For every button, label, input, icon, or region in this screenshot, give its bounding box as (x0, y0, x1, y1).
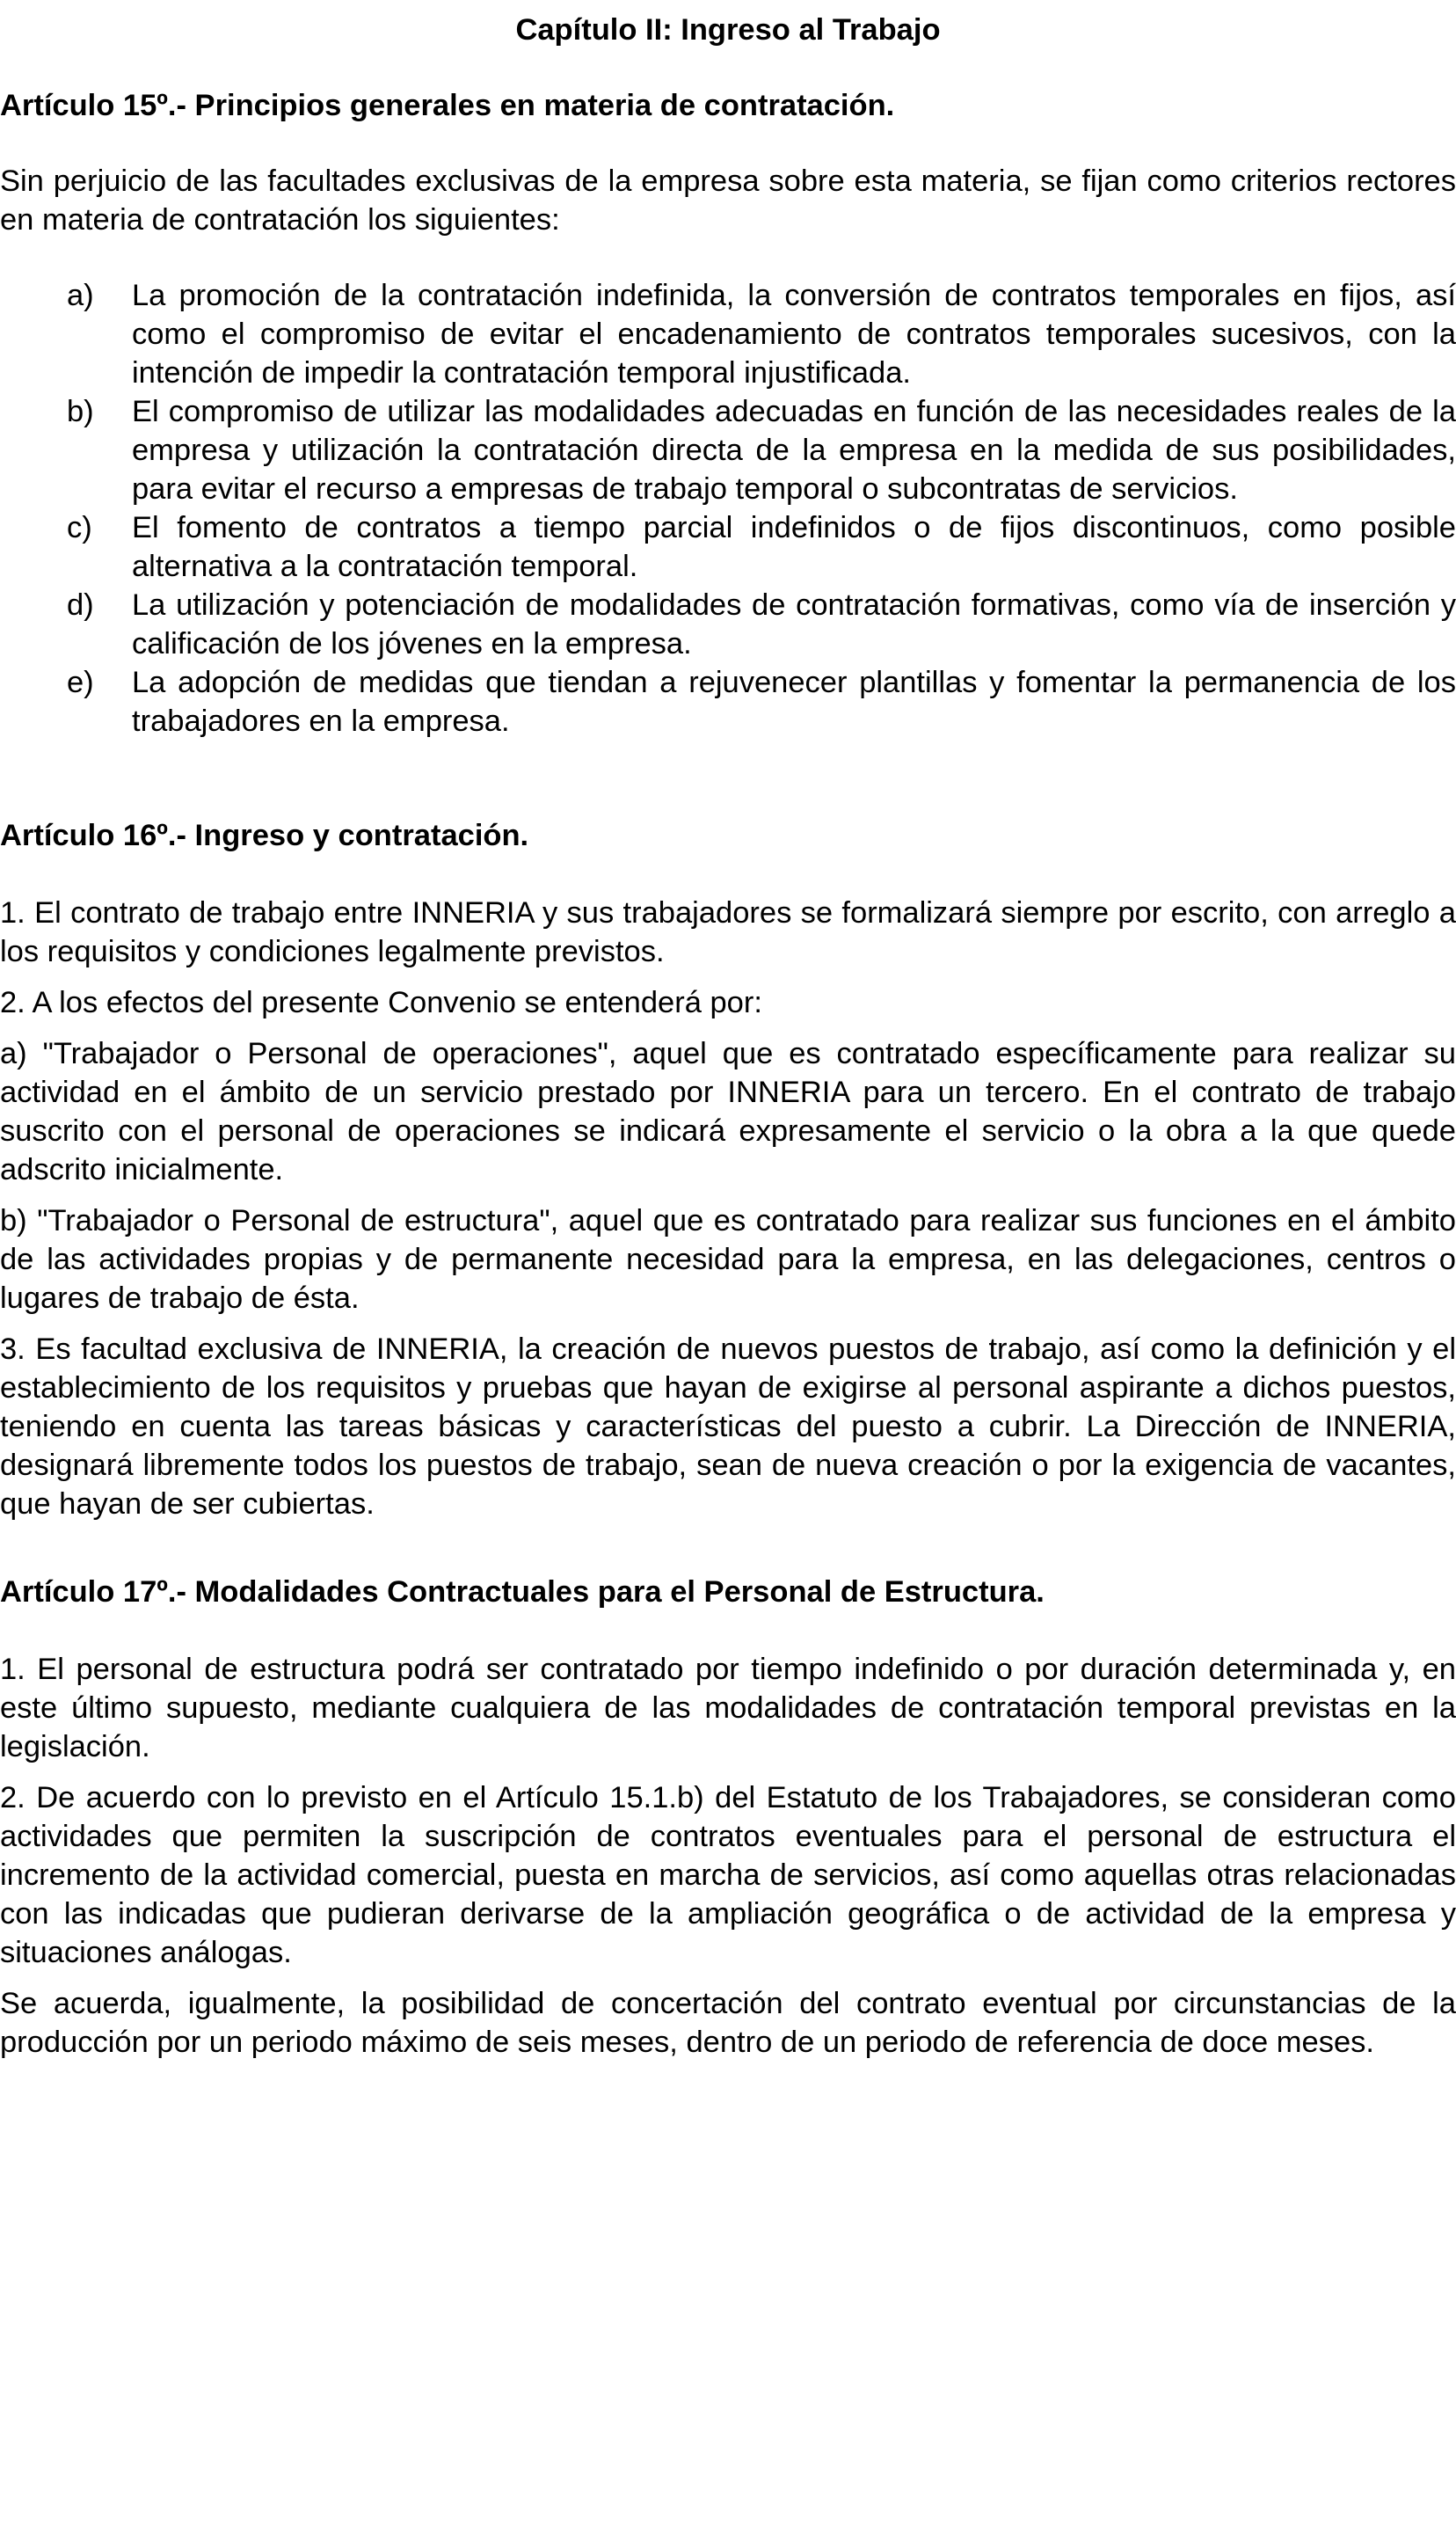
criteria-item-a (0, 276, 1456, 392)
criteria-item-d (0, 586, 1456, 663)
article-16-paragraph-b: b) "Trabajador o Personal de estructura", aquel que es contratado para realizar sus funciones en el ámbito de las actividades propias y de permanente necesidad para la empresa, en las delegaciones, centros o lugares de trabajo de ésta. (0, 1204, 1456, 1315)
article-16-paragraph-3: 3. Es facultad exclusiva de INNERIA, la creación de nuevos puestos de trabajo, así como la definición y el establecimiento de los requisitos y pruebas que hayan de exigirse al personal aspirante a dichos puestos, teniendo en cuenta las tareas básicas y características del puesto a cubrir. La Dirección de INNERIA, designará libremente todos los puestos de trabajo, sean de nueva creación o por la exigencia de vacantes, que hayan de ser cubiertas. (0, 1332, 1456, 1521)
criteria-letter: c) (67, 511, 92, 544)
article-17-paragraph-3: Se acuerda, igualmente, la posibilidad de concertación del contrato eventual por circunstancias de la producción por un periodo máximo de seis meses, dentro de un periodo de referencia de doce meses. (0, 1987, 1456, 2059)
criteria-item-c (0, 508, 1456, 586)
criteria-letter: d) (67, 588, 94, 622)
criteria-letter: a) (67, 279, 94, 312)
criteria-letter: b) (67, 395, 94, 428)
article-16-paragraph-2: 2. A los efectos del presente Convenio se entenderá por: (0, 986, 762, 1019)
article-16-paragraph-1: 1. El contrato de trabajo entre INNERIA y sus trabajadores se formalizará siempre por escrito, con arreglo a los requisitos y condiciones legalmente previstos. (0, 896, 1456, 968)
article-15-title: Artículo 15º.- Principios generales en materia de contratación. (0, 89, 895, 122)
criteria-list (0, 276, 1456, 741)
criteria-item-b (0, 392, 1456, 508)
article-15-intro: Sin perjuicio de las facultades exclusivas de la empresa sobre esta materia, se fijan como criterios rectores en materia de contratación los siguientes: (0, 164, 1456, 237)
article-17-paragraph-1: 1. El personal de estructura podrá ser contratado por tiempo indefinido o por duración determinada y, en este último supuesto, mediante cualquiera de las modalidades de contratación temporal previstas en la legislación. (0, 1653, 1456, 1763)
article-17-paragraph-2: 2. De acuerdo con lo previsto en el Artículo 15.1.b) del Estatuto de los Trabajadores, se consideran como actividades que permiten la suscripción de contratos eventuales para el personal de estructura el incremento de la actividad comercial, puesta en marcha de servicios, así como aquellas otras relacionadas con las indicadas que pudieran derivarse de la ampliación geográfica o de actividad de la empresa y situaciones análogas. (0, 1781, 1456, 1969)
criteria-text: La utilización y potenciación de modalidades de contratación formativas, como vía de inserción y calificación de los jóvenes en la empresa. (132, 588, 1456, 661)
criteria-text: La promoción de la contratación indefinida, la conversión de contratos temporales en fijos, así como el compromiso de evitar el encadenamiento de contratos temporales sucesivos, con la intención de impedir la contratación temporal injustificada. (132, 279, 1456, 390)
criteria-item-e (0, 663, 1456, 741)
criteria-text: La adopción de medidas que tiendan a rejuvenecer plantillas y fomentar la permanencia de los trabajadores en la empresa. (132, 666, 1456, 738)
article-16-title: Artículo 16º.- Ingreso y contratación. (0, 819, 529, 852)
article-16-paragraph-a: a) "Trabajador o Personal de operaciones", aquel que es contratado específicamente para realizar su actividad en el ámbito de un servicio prestado por INNERIA para un tercero. En el contrato de trabajo suscrito con el personal de operaciones se indicará expresamente el servicio o la obra a la que quede adscrito inicialmente. (0, 1037, 1456, 1186)
criteria-text: El fomento de contratos a tiempo parcial indefinidos o de fijos discontinuos, como posible alternativa a la contratación temporal. (132, 511, 1456, 583)
chapter-title: Capítulo II: Ingreso al Trabajo (515, 13, 941, 47)
criteria-letter: e) (67, 666, 94, 699)
criteria-text: El compromiso de utilizar las modalidades adecuadas en función de las necesidades reales de la empresa y utilización la contratación directa de la empresa en la medida de sus posibilidades, para evitar el recurso a empresas de trabajo temporal o subcontratas de servicios. (132, 395, 1456, 506)
article-17-title: Artículo 17º.- Modalidades Contractuales para el Personal de Estructura. (0, 1575, 1045, 1609)
